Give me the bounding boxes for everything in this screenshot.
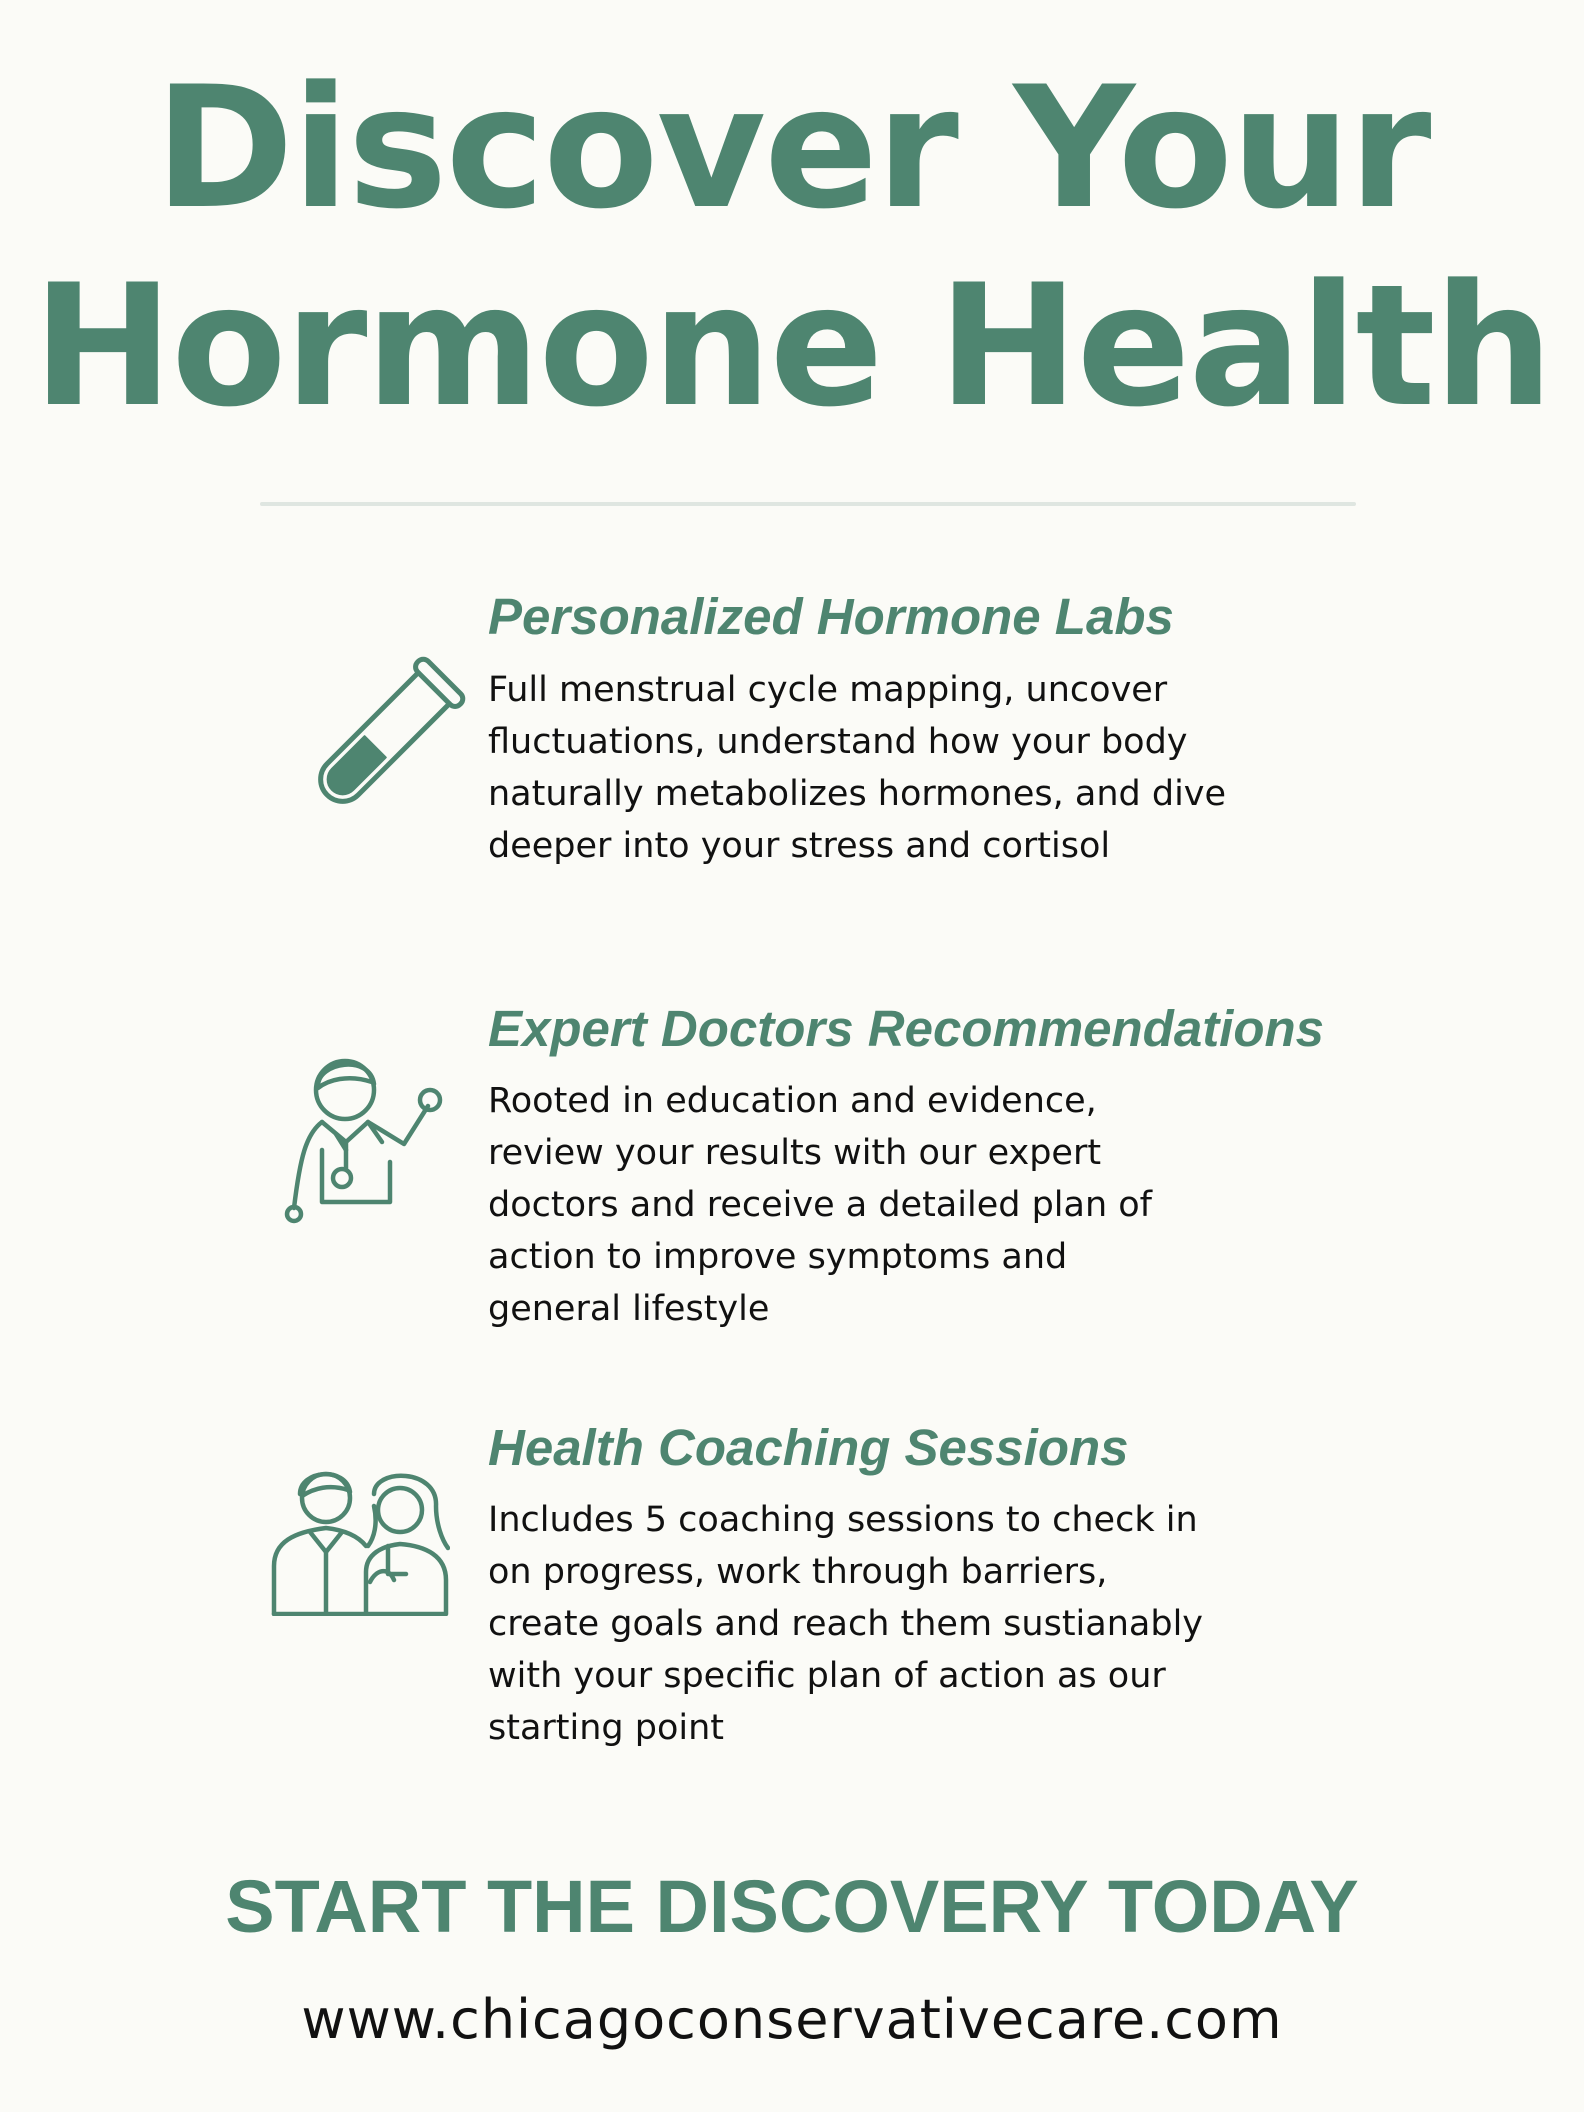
feature-description-line: on progress, work through barriers,	[488, 1552, 1108, 1592]
feature-description-coaching	[488, 1494, 1368, 1754]
website-url: www.chicagoconservativecare.com	[301, 1988, 1283, 2051]
feature-description-line: general lifestyle	[488, 1289, 770, 1329]
title-divider	[260, 502, 1356, 506]
feature-description-line: with your specific plan of action as our	[488, 1656, 1166, 1696]
feature-description-line: Rooted in education and evidence,	[488, 1081, 1097, 1121]
page-title-line-2: Hormone Health	[32, 248, 1552, 444]
feature-title-coaching: Health Coaching Sessions	[488, 1419, 1129, 1476]
feature-description-line: fluctuations, understand how your body	[488, 722, 1188, 762]
doctor-icon	[282, 1050, 452, 1230]
coaching-people-icon	[270, 1466, 450, 1616]
feature-description-line: doctors and receive a detailed plan of	[488, 1185, 1153, 1225]
feature-description-line: starting point	[488, 1708, 725, 1748]
feature-description-line: review your results with our expert	[488, 1133, 1102, 1173]
feature-description-line: Includes 5 coaching sessions to check in	[488, 1500, 1198, 1540]
feature-description-labs	[488, 664, 1368, 872]
feature-description-line: deeper into your stress and cortisol	[488, 826, 1111, 866]
page-title-line-1: Discover Your	[154, 50, 1430, 246]
feature-description-line: Full menstrual cycle mapping, uncover	[488, 670, 1168, 710]
feature-description-line: naturally metabolizes hormones, and dive	[488, 774, 1227, 814]
feature-description-line: action to improve symptoms and	[488, 1237, 1068, 1277]
feature-title-labs: Personalized Hormone Labs	[488, 588, 1174, 645]
test-tube-icon	[296, 644, 466, 824]
feature-description-doctors	[488, 1075, 1368, 1335]
feature-description-line: create goals and reach them sustianably	[488, 1604, 1204, 1644]
call-to-action-heading: START THE DISCOVERY TODAY	[225, 1865, 1359, 1948]
feature-title-doctors: Expert Doctors Recommendations	[488, 1000, 1325, 1057]
